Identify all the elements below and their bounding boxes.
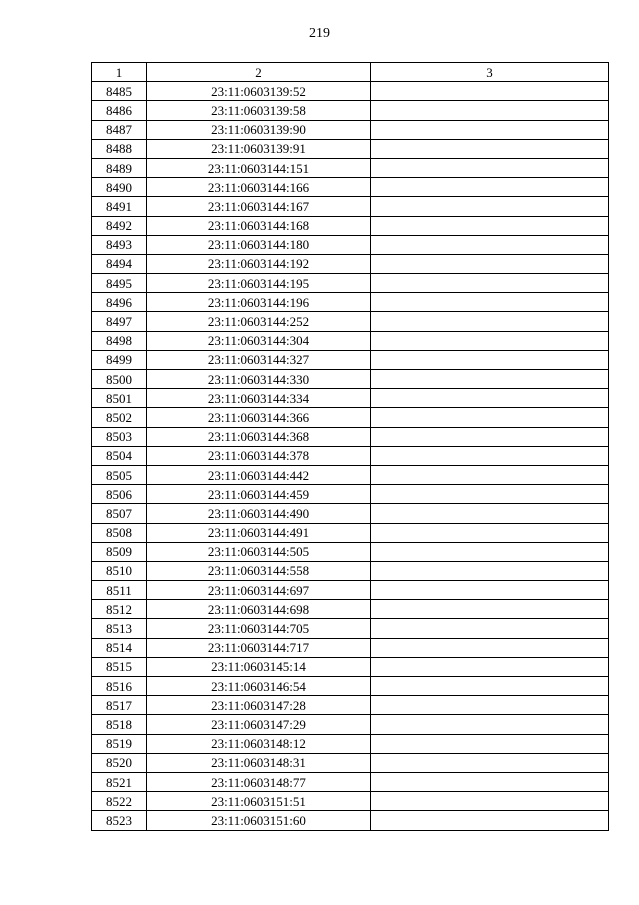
cadastral-number-cell: 23:11:0603144:717 <box>147 638 371 657</box>
row-number-cell: 8501 <box>92 389 147 408</box>
cadastral-number-cell: 23:11:0603144:442 <box>147 465 371 484</box>
note-cell <box>371 657 609 676</box>
note-cell <box>371 389 609 408</box>
row-number-cell: 8489 <box>92 158 147 177</box>
note-cell <box>371 178 609 197</box>
cadastral-number-cell: 23:11:0603144:368 <box>147 427 371 446</box>
row-number-cell: 8514 <box>92 638 147 657</box>
table-row <box>92 638 609 657</box>
table-row <box>92 139 609 158</box>
cadastral-number-cell: 23:11:0603148:12 <box>147 734 371 753</box>
cadastral-number-cell: 23:11:0603144:697 <box>147 581 371 600</box>
header-cell-2: 2 <box>147 63 371 82</box>
cadastral-number-cell: 23:11:0603144:252 <box>147 312 371 331</box>
table-row <box>92 293 609 312</box>
note-cell <box>371 331 609 350</box>
row-number-cell: 8508 <box>92 523 147 542</box>
note-cell <box>371 753 609 772</box>
table-row <box>92 158 609 177</box>
note-cell <box>371 772 609 791</box>
table-row <box>92 465 609 484</box>
cadastral-number-cell: 23:11:0603148:77 <box>147 772 371 791</box>
table-row <box>92 120 609 139</box>
row-number-cell: 8496 <box>92 293 147 312</box>
row-number-cell: 8498 <box>92 331 147 350</box>
cadastral-number-cell: 23:11:0603144:459 <box>147 485 371 504</box>
note-cell <box>371 254 609 273</box>
row-number-cell: 8494 <box>92 254 147 273</box>
table-row <box>92 197 609 216</box>
row-number-cell: 8521 <box>92 772 147 791</box>
table-row <box>92 581 609 600</box>
row-number-cell: 8515 <box>92 657 147 676</box>
row-number-cell: 8507 <box>92 504 147 523</box>
cadastral-number-cell: 23:11:0603144:558 <box>147 561 371 580</box>
note-cell <box>371 638 609 657</box>
table-row <box>92 734 609 753</box>
table-row <box>92 408 609 427</box>
table-row <box>92 753 609 772</box>
row-number-cell: 8485 <box>92 82 147 101</box>
row-number-cell: 8511 <box>92 581 147 600</box>
table-row <box>92 542 609 561</box>
table-row <box>92 82 609 101</box>
row-number-cell: 8503 <box>92 427 147 446</box>
row-number-cell: 8490 <box>92 178 147 197</box>
note-cell <box>371 619 609 638</box>
row-number-cell: 8510 <box>92 561 147 580</box>
note-cell <box>371 312 609 331</box>
cadastral-number-cell: 23:11:0603144:166 <box>147 178 371 197</box>
note-cell <box>371 446 609 465</box>
row-number-cell: 8495 <box>92 274 147 293</box>
header-cell-1: 1 <box>92 63 147 82</box>
row-number-cell: 8505 <box>92 465 147 484</box>
cadastral-number-cell: 23:11:0603147:29 <box>147 715 371 734</box>
header-cell-3: 3 <box>371 63 609 82</box>
cadastral-number-cell: 23:11:0603144:192 <box>147 254 371 273</box>
cadastral-number-cell: 23:11:0603144:334 <box>147 389 371 408</box>
note-cell <box>371 139 609 158</box>
cadastral-number-cell: 23:11:0603144:196 <box>147 293 371 312</box>
row-number-cell: 8487 <box>92 120 147 139</box>
row-number-cell: 8502 <box>92 408 147 427</box>
table-row <box>92 677 609 696</box>
note-cell <box>371 274 609 293</box>
row-number-cell: 8523 <box>92 811 147 830</box>
table-row <box>92 254 609 273</box>
table-body <box>92 82 609 830</box>
note-cell <box>371 581 609 600</box>
table-row <box>92 216 609 235</box>
cadastral-number-cell: 23:11:0603144:491 <box>147 523 371 542</box>
row-number-cell: 8519 <box>92 734 147 753</box>
table-row <box>92 657 609 676</box>
row-number-cell: 8504 <box>92 446 147 465</box>
cadastral-number-cell: 23:11:0603144:330 <box>147 370 371 389</box>
table-row <box>92 619 609 638</box>
note-cell <box>371 120 609 139</box>
note-cell <box>371 293 609 312</box>
table-row <box>92 274 609 293</box>
row-number-cell: 8499 <box>92 350 147 369</box>
cadastral-number-cell: 23:11:0603139:90 <box>147 120 371 139</box>
note-cell <box>371 792 609 811</box>
note-cell <box>371 427 609 446</box>
note-cell <box>371 677 609 696</box>
row-number-cell: 8517 <box>92 696 147 715</box>
registry-table <box>91 62 609 831</box>
note-cell <box>371 370 609 389</box>
table-row <box>92 178 609 197</box>
table-row <box>92 523 609 542</box>
note-cell <box>371 811 609 830</box>
cadastral-number-cell: 23:11:0603144:327 <box>147 350 371 369</box>
cadastral-number-cell: 23:11:0603144:167 <box>147 197 371 216</box>
cadastral-number-cell: 23:11:0603147:28 <box>147 696 371 715</box>
cadastral-number-cell: 23:11:0603144:195 <box>147 274 371 293</box>
note-cell <box>371 523 609 542</box>
note-cell <box>371 734 609 753</box>
cadastral-number-cell: 23:11:0603144:698 <box>147 600 371 619</box>
row-number-cell: 8522 <box>92 792 147 811</box>
table-row <box>92 485 609 504</box>
table-row <box>92 715 609 734</box>
row-number-cell: 8506 <box>92 485 147 504</box>
table-row <box>92 235 609 254</box>
note-cell <box>371 561 609 580</box>
row-number-cell: 8500 <box>92 370 147 389</box>
table-row <box>92 772 609 791</box>
note-cell <box>371 82 609 101</box>
table-row <box>92 312 609 331</box>
cadastral-number-cell: 23:11:0603144:304 <box>147 331 371 350</box>
cadastral-number-cell: 23:11:0603144:366 <box>147 408 371 427</box>
cadastral-number-cell: 23:11:0603144:180 <box>147 235 371 254</box>
table-row <box>92 600 609 619</box>
table-row <box>92 350 609 369</box>
table-row <box>92 811 609 830</box>
note-cell <box>371 216 609 235</box>
table-row <box>92 504 609 523</box>
table-row <box>92 696 609 715</box>
note-cell <box>371 197 609 216</box>
table-row <box>92 427 609 446</box>
page-number: 219 <box>309 26 330 41</box>
cadastral-number-cell: 23:11:0603151:60 <box>147 811 371 830</box>
note-cell <box>371 465 609 484</box>
cadastral-number-cell: 23:11:0603144:490 <box>147 504 371 523</box>
note-cell <box>371 600 609 619</box>
cadastral-number-cell: 23:11:0603139:91 <box>147 139 371 158</box>
note-cell <box>371 715 609 734</box>
note-cell <box>371 504 609 523</box>
row-number-cell: 8509 <box>92 542 147 561</box>
row-number-cell: 8493 <box>92 235 147 254</box>
table-row <box>92 370 609 389</box>
note-cell <box>371 158 609 177</box>
row-number-cell: 8491 <box>92 197 147 216</box>
note-cell <box>371 101 609 120</box>
row-number-cell: 8520 <box>92 753 147 772</box>
row-number-cell: 8486 <box>92 101 147 120</box>
cadastral-number-cell: 23:11:0603151:51 <box>147 792 371 811</box>
table-row <box>92 389 609 408</box>
cadastral-number-cell: 23:11:0603139:52 <box>147 82 371 101</box>
note-cell <box>371 235 609 254</box>
row-number-cell: 8518 <box>92 715 147 734</box>
note-cell <box>371 408 609 427</box>
row-number-cell: 8513 <box>92 619 147 638</box>
table-row <box>92 331 609 350</box>
row-number-cell: 8488 <box>92 139 147 158</box>
row-number-cell: 8497 <box>92 312 147 331</box>
cadastral-number-cell: 23:11:0603146:54 <box>147 677 371 696</box>
note-cell <box>371 696 609 715</box>
table-header-row <box>92 63 609 82</box>
table-row <box>92 446 609 465</box>
cadastral-number-cell: 23:11:0603145:14 <box>147 657 371 676</box>
note-cell <box>371 485 609 504</box>
cadastral-number-cell: 23:11:0603144:378 <box>147 446 371 465</box>
table-row <box>92 792 609 811</box>
cadastral-number-cell: 23:11:0603144:168 <box>147 216 371 235</box>
cadastral-number-cell: 23:11:0603148:31 <box>147 753 371 772</box>
cadastral-number-cell: 23:11:0603144:151 <box>147 158 371 177</box>
table-row <box>92 561 609 580</box>
row-number-cell: 8516 <box>92 677 147 696</box>
row-number-cell: 8492 <box>92 216 147 235</box>
table-row <box>92 101 609 120</box>
cadastral-number-cell: 23:11:0603139:58 <box>147 101 371 120</box>
cadastral-number-cell: 23:11:0603144:505 <box>147 542 371 561</box>
note-cell <box>371 542 609 561</box>
row-number-cell: 8512 <box>92 600 147 619</box>
cadastral-number-cell: 23:11:0603144:705 <box>147 619 371 638</box>
note-cell <box>371 350 609 369</box>
